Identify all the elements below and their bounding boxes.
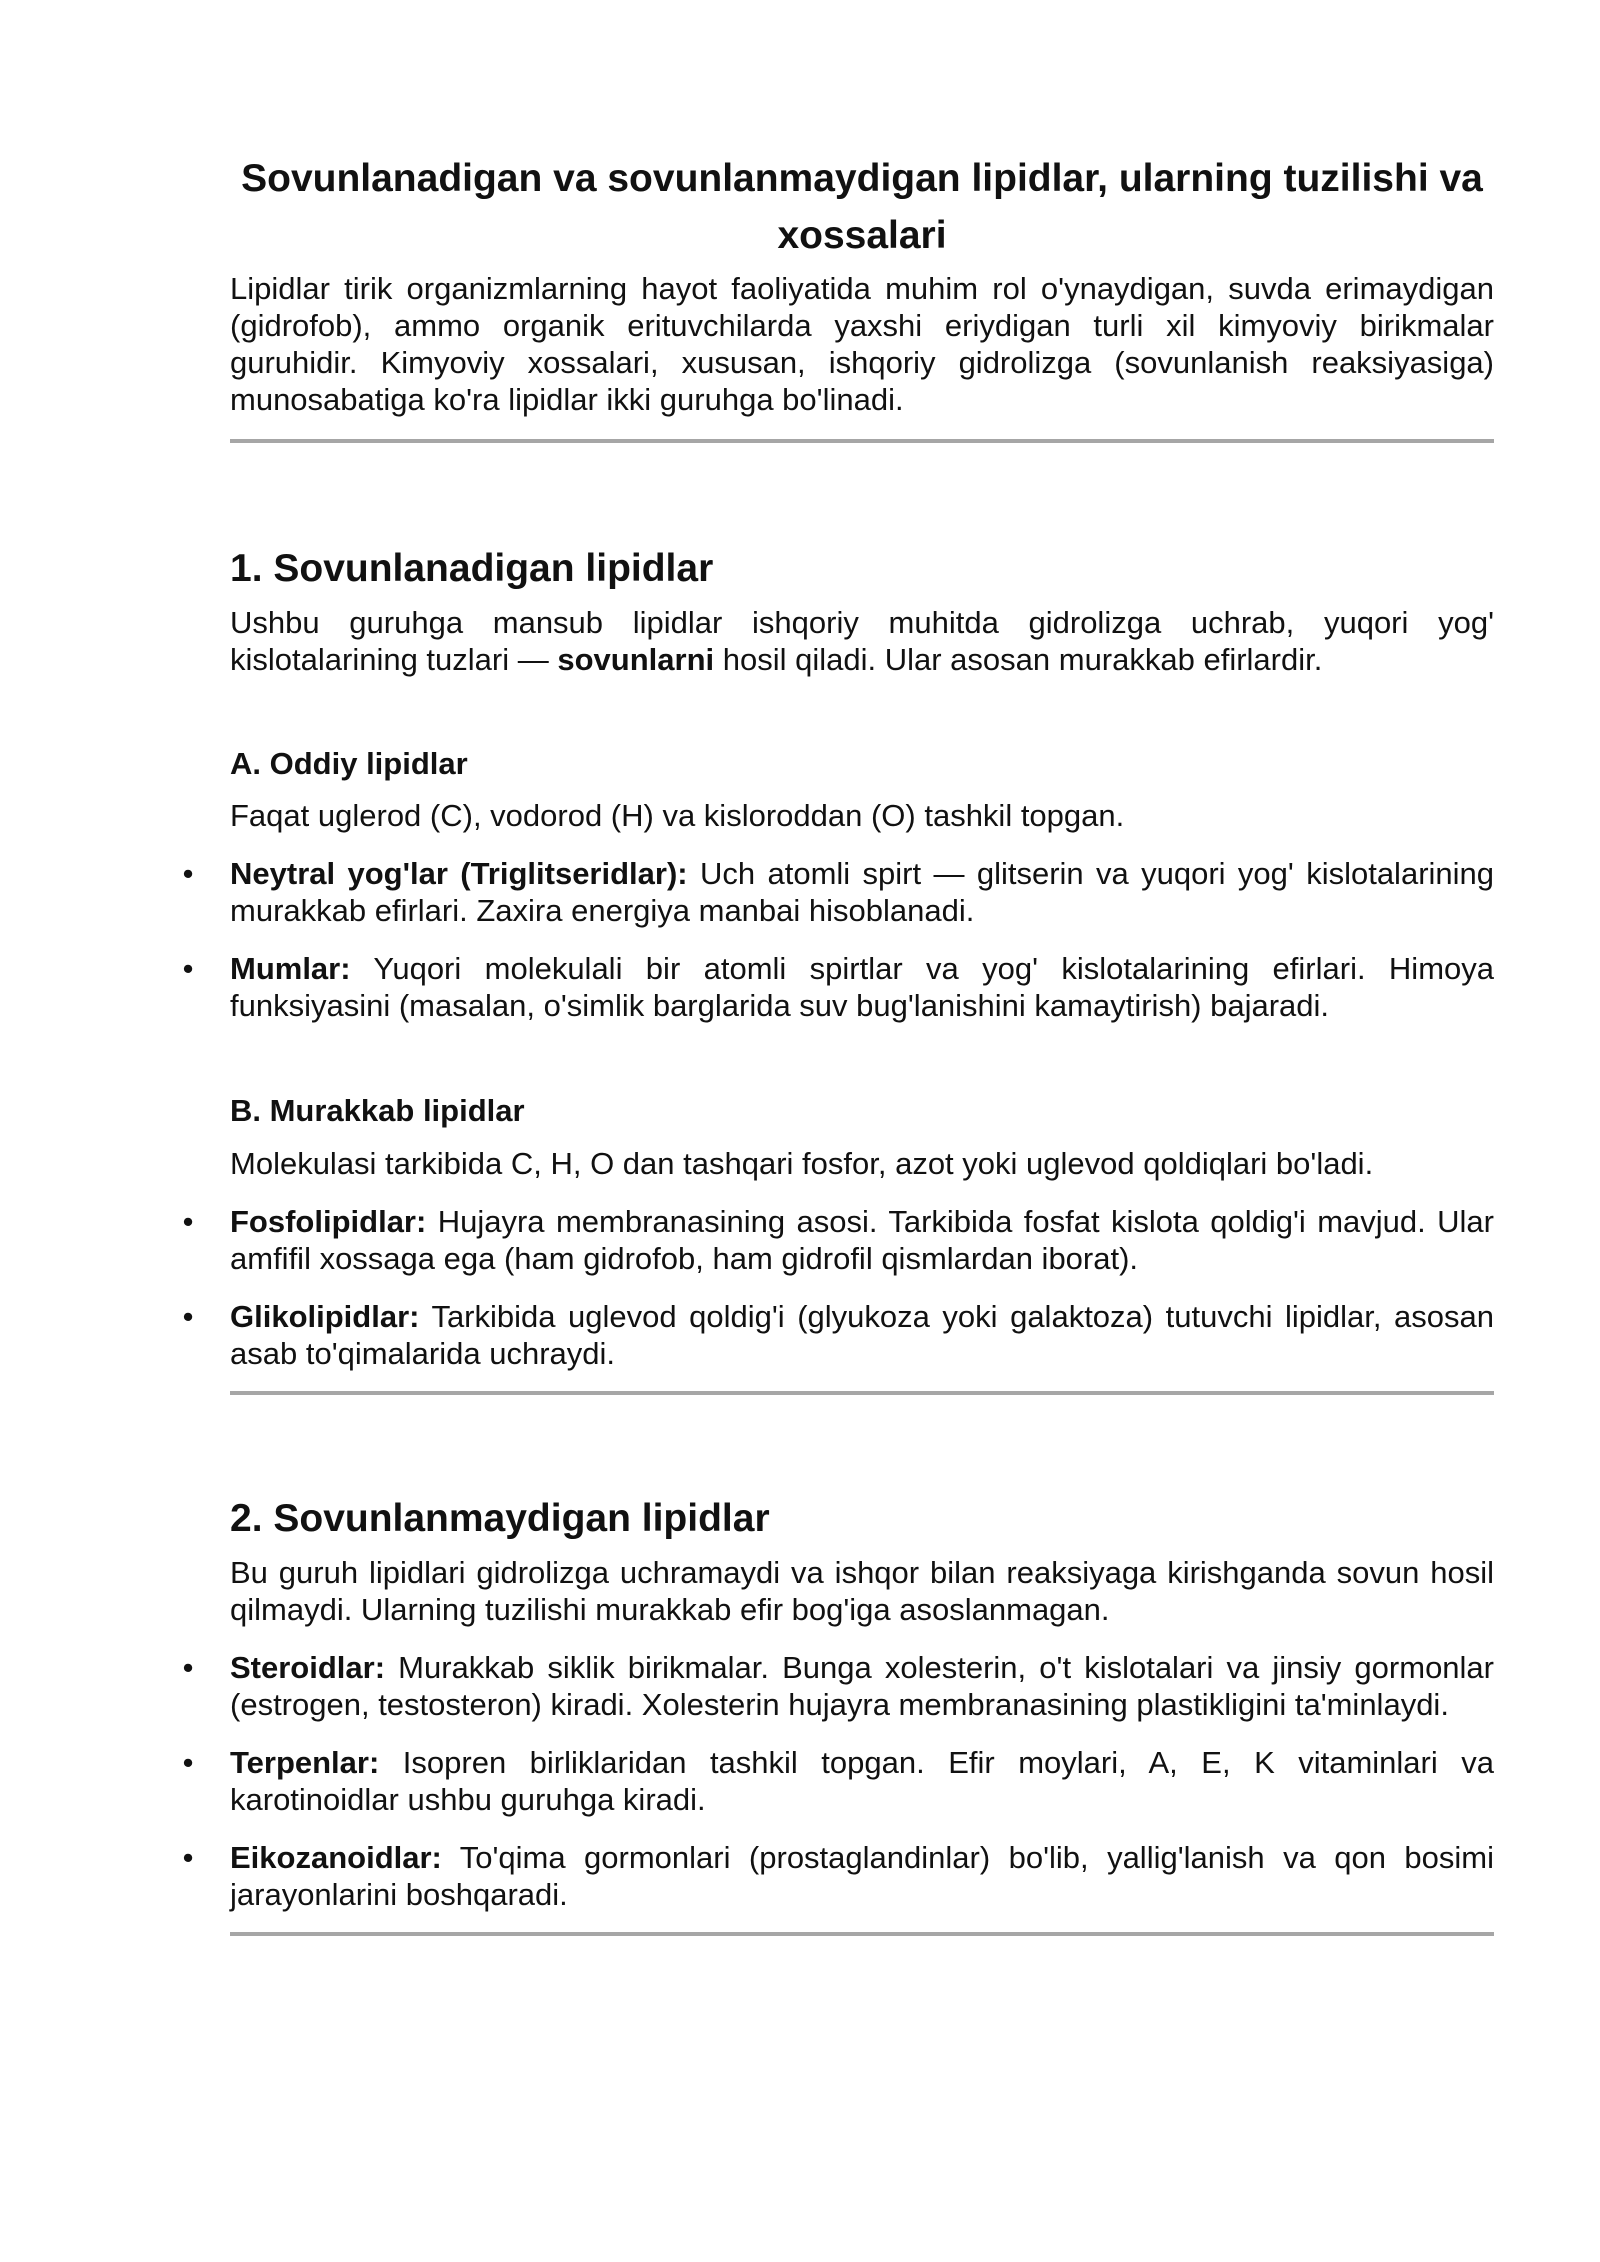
section1-paragraph-start: Ushbu guruhga mansub lipidlar ishqoriy muhitda gidrolizga uchrab, yuqori yog' kislotalarining tuzlari —: [230, 605, 1494, 677]
item-term: Eikozanoidlar:: [230, 1840, 442, 1875]
item-text: Isopren birliklaridan tashkil topgan. Efir moylari, A, E, K vitaminlari va karotinoidlar ushbu guruhga kiradi.: [230, 1745, 1494, 1817]
subsection-b-description: Molekulasi tarkibida C, H, O dan tashqari fosfor, azot yoki uglevod qoldiqlari bo'ladi.: [230, 1146, 1374, 1181]
item-term: Terpenlar:: [230, 1745, 380, 1780]
list-item: [182, 855, 1495, 929]
subsection-b-list: [182, 1203, 1494, 1372]
list-item: [182, 1744, 1494, 1818]
document-page: [182, 150, 1495, 1936]
section2-list: [182, 1649, 1494, 1913]
intro-paragraph: Lipidlar tirik organizmlarning hayot faoliyatida muhim rol o'ynaydigan, suvda erimaydigan (gidrofob), ammo organik erituvchilarda yaxshi eriydigan turli xil kimyoviy birikmalar guruhidir. Kimyoviy xossalari, xususan, ishqoriy gidrolizga (sovunlanish reaksiyasiga) munosabatiga ko'ra lipidlar ikki guruhga bo'linadi.: [230, 271, 1494, 417]
bullet-icon: •: [182, 1840, 194, 1875]
item-term: Fosfolipidlar:: [230, 1204, 427, 1239]
section1-paragraph: [230, 604, 1494, 678]
item-text: Hujayra membranasining asosi. Tarkibida fosfat kislota qoldig'i mavjud. Ular amfifil xossaga ega (ham gidrofob, ham gidrofil qismlardan iborat).: [230, 1204, 1494, 1276]
section2-heading: 2. Sovunlanmaydigan lipidlar: [230, 1497, 770, 1540]
item-text: Murakkab siklik birikmalar. Bunga xolesterin, o't kislotalari va jinsiy gormonlar (estrogen, testosteron) kiradi. Xolesterin hujayra membranasining plastikligini ta'minlaydi.: [230, 1650, 1494, 1722]
item-text: To'qima gormonlari (prostaglandinlar) bo'lib, yallig'lanish va qon bosimi jarayonlarini boshqaradi.: [230, 1840, 1494, 1912]
document-title: Sovunlanadigan va sovunlanmaydigan lipidlar, ularning tuzilishi va xossalari: [241, 157, 1483, 257]
subsection-b-heading: B. Murakkab lipidlar: [230, 1093, 525, 1128]
bullet-icon: •: [182, 1745, 194, 1780]
item-term: Neytral yog'lar (Triglitseridlar):: [230, 856, 688, 891]
subsection-a-list: [182, 855, 1495, 1024]
section1-heading: 1. Sovunlanadigan lipidlar: [230, 547, 714, 590]
list-item: [182, 1839, 1494, 1913]
bullet-icon: •: [182, 1650, 194, 1685]
subsection-a-heading: A. Oddiy lipidlar: [230, 746, 468, 781]
list-item: [182, 1298, 1494, 1372]
bullet-icon: •: [182, 1204, 194, 1239]
bullet-icon: •: [182, 951, 194, 986]
section1-paragraph-end: hosil qiladi. Ular asosan murakkab efirlardir.: [714, 642, 1323, 677]
list-item: [182, 1203, 1494, 1277]
section-divider: [230, 1391, 1494, 1395]
item-text: Tarkibida uglevod qoldig'i (glyukoza yoki galaktoza) tutuvchi lipidlar, asosan asab to'qimalarida uchraydi.: [230, 1299, 1494, 1371]
bullet-icon: •: [182, 856, 194, 891]
item-text: Yuqori molekulali bir atomli spirtlar va yog' kislotalarining efirlari. Himoya funksiyasini (masalan, o'simlik barglarida suv bug'lanishini kamaytirish) bajaradi.: [230, 951, 1494, 1023]
section-divider: [230, 1932, 1494, 1936]
section1-paragraph-bold: sovunlarni: [557, 642, 715, 677]
item-term: Mumlar:: [230, 951, 351, 986]
section2-paragraph: Bu guruh lipidlari gidrolizga uchramaydi va ishqor bilan reaksiyaga kirishganda sovun hosil qilmaydi. Ularning tuzilishi murakkab efir bog'iga asoslanmagan.: [230, 1555, 1494, 1627]
section-divider: [230, 439, 1494, 443]
bullet-icon: •: [182, 1299, 194, 1334]
item-term: Glikolipidlar:: [230, 1299, 420, 1334]
item-text: Uch atomli spirt — glitserin va yuqori yog' kislotalarining murakkab efirlari. Zaxira energiya manbai hisoblanadi.: [230, 856, 1495, 928]
item-term: Steroidlar:: [230, 1650, 386, 1685]
list-item: [182, 950, 1494, 1024]
list-item: [182, 1649, 1494, 1723]
subsection-a-description: Faqat uglerod (C), vodorod (H) va kisloroddan (O) tashkil topgan.: [230, 798, 1125, 833]
